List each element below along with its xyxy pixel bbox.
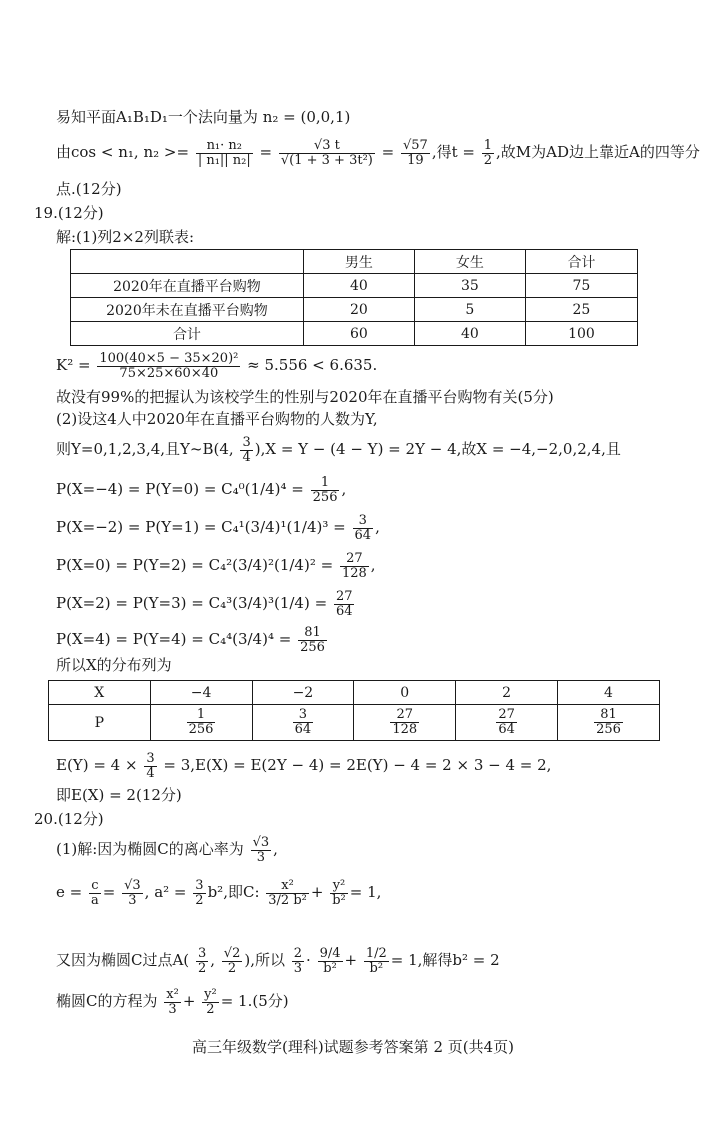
table-row: 2020年未在直播平台购物 20 5 25 [71,298,638,322]
pass-point-line: 又因为椭圆C过点A( $\frac{3}{2}$ , $\frac{√2}{2}$ ),所以 $\frac{2}{3}$ · $\frac{9/4}{\text{b²}}$ + $\frac{1/2}{\text{b²}}$ = 1,解得b² = 2 [56,945,500,976]
table-row: X −4 −2 0 2 4 [49,681,660,705]
no-relation-line: 故没有99%的把握认为该校学生的性别与2020年在直播平台购物有关(5分) [56,388,554,406]
y-values-line: 则Y=0,1,2,3,4,且Y~B(4, $\frac{3}{4}$ ),X = Y − (4 − Y) = 2Y − 4,故X = −4,−2,0,2,4,且 [56,434,621,465]
k2-line: K² = $\frac{\text{100(40×5 − 35×20)²}}{75\times 25\times 60\times 40}$ ≈ 5.556 < 6.635. [56,350,378,381]
value-fraction: $\frac{√57}{19}$ [402,137,428,168]
distribution-table [48,680,660,741]
ellipse-result: 椭圆C的方程为 $\frac{\text{x²}}{3}$ + $\frac{\text{y²}}{2}$ = 1.(5分) [56,986,289,1017]
dist-intro: 所以X的分布列为 [56,656,172,674]
expectation-line: E(Y) = 4 × $\frac{3}{4}$ = 3,E(X) = E(2Y − 4) = 2E(Y) − 4 = 2 × 3 − 4 = 2, [56,750,552,781]
contingency-table [70,249,638,346]
t-fraction: $\frac{1}{2}$ [483,137,493,168]
table-row: 男生 女生 合计 [71,250,638,274]
cos-fraction: $\frac{\text{n₁· n₂}}{\text{| n₁|| n₂|}}$ [197,137,251,168]
prob-line: P(X=−2) = P(Y=1) = C₄¹(3/4)¹(1/4)³ = $\frac{3}{64}$ , [56,512,380,543]
normal-vector-line: 易知平面A₁B₁D₁一个法向量为 n₂ = (0,0,1) [56,108,351,126]
q18-tail: 点.(12分) [56,180,122,198]
prob-line: P(X=0) = P(Y=2) = C₄²(3/4)²(1/4)² = $\frac{27}{128}$ , [56,550,376,581]
q19-part1: 解:(1)列2×2列联表: [56,228,195,246]
prob-line: P(X=−4) = P(Y=0) = C₄⁰(1/4)⁴ = $\frac{1}{256}$ , [56,474,347,505]
ex-final: 即E(X) = 2(12分) [56,786,182,804]
cos-equation-line: 由cos < n₁, n₂ >= $\frac{\text{n₁· n₂}}{\text{| n₁|| n₂|}}$ = $\frac{√3 t}{\text{√(1 + 3 + 3t²)}}$ = $\frac{√57}{19}$ ,得t = $\frac{1}{2}$ ,故M为AD边上靠近A的四等分 [56,137,700,168]
q20-header: 20.(12分) [34,810,104,828]
expr-fraction: $\frac{√3 t}{\text{√(1 + 3 + 3t²)}}$ [280,137,373,168]
page-footer: 高三年级数学(理科)试题参考答案第 2 页(共4页) [191,1038,515,1056]
eccentricity-line: e = $\frac{c}{a}$ = $\frac{√3}{3}$ , a² = $\frac{3}{2}$ b²,即C: $\frac{\text{x²}}{\text{3/2 b²}}$ + $\frac{\text{y²}}{\text{b²}}$ = 1, [56,877,382,908]
q20-line1: (1)解:因为椭圆C的离心率为 $\frac{√3}{3}$ , [56,834,278,865]
table-row: P $\frac{1}{256}$ $\frac{3}{64}$ $\frac{27}{128}$ $\frac{27}{64}$ $\frac{81}{256}$ [49,705,660,741]
prob-line: P(X=4) = P(Y=4) = C₄⁴(3/4)⁴ = $\frac{81}{256}$ [56,624,325,655]
prob-line: P(X=2) = P(Y=3) = C₄³(3/4)³(1/4) = $\frac{27}{64}$ [56,588,353,619]
q19-part2: (2)设这4人中2020年在直播平台购物的人数为Y, [56,410,378,428]
table-row: 2020年在直播平台购物 40 35 75 [71,274,638,298]
table-row: 合计 60 40 100 [71,322,638,346]
q19-header: 19.(12分) [34,204,104,222]
k2-fraction: $\frac{\text{100(40×5 − 35×20)²}}{75\times 25\times 60\times 40}$ [99,350,239,381]
